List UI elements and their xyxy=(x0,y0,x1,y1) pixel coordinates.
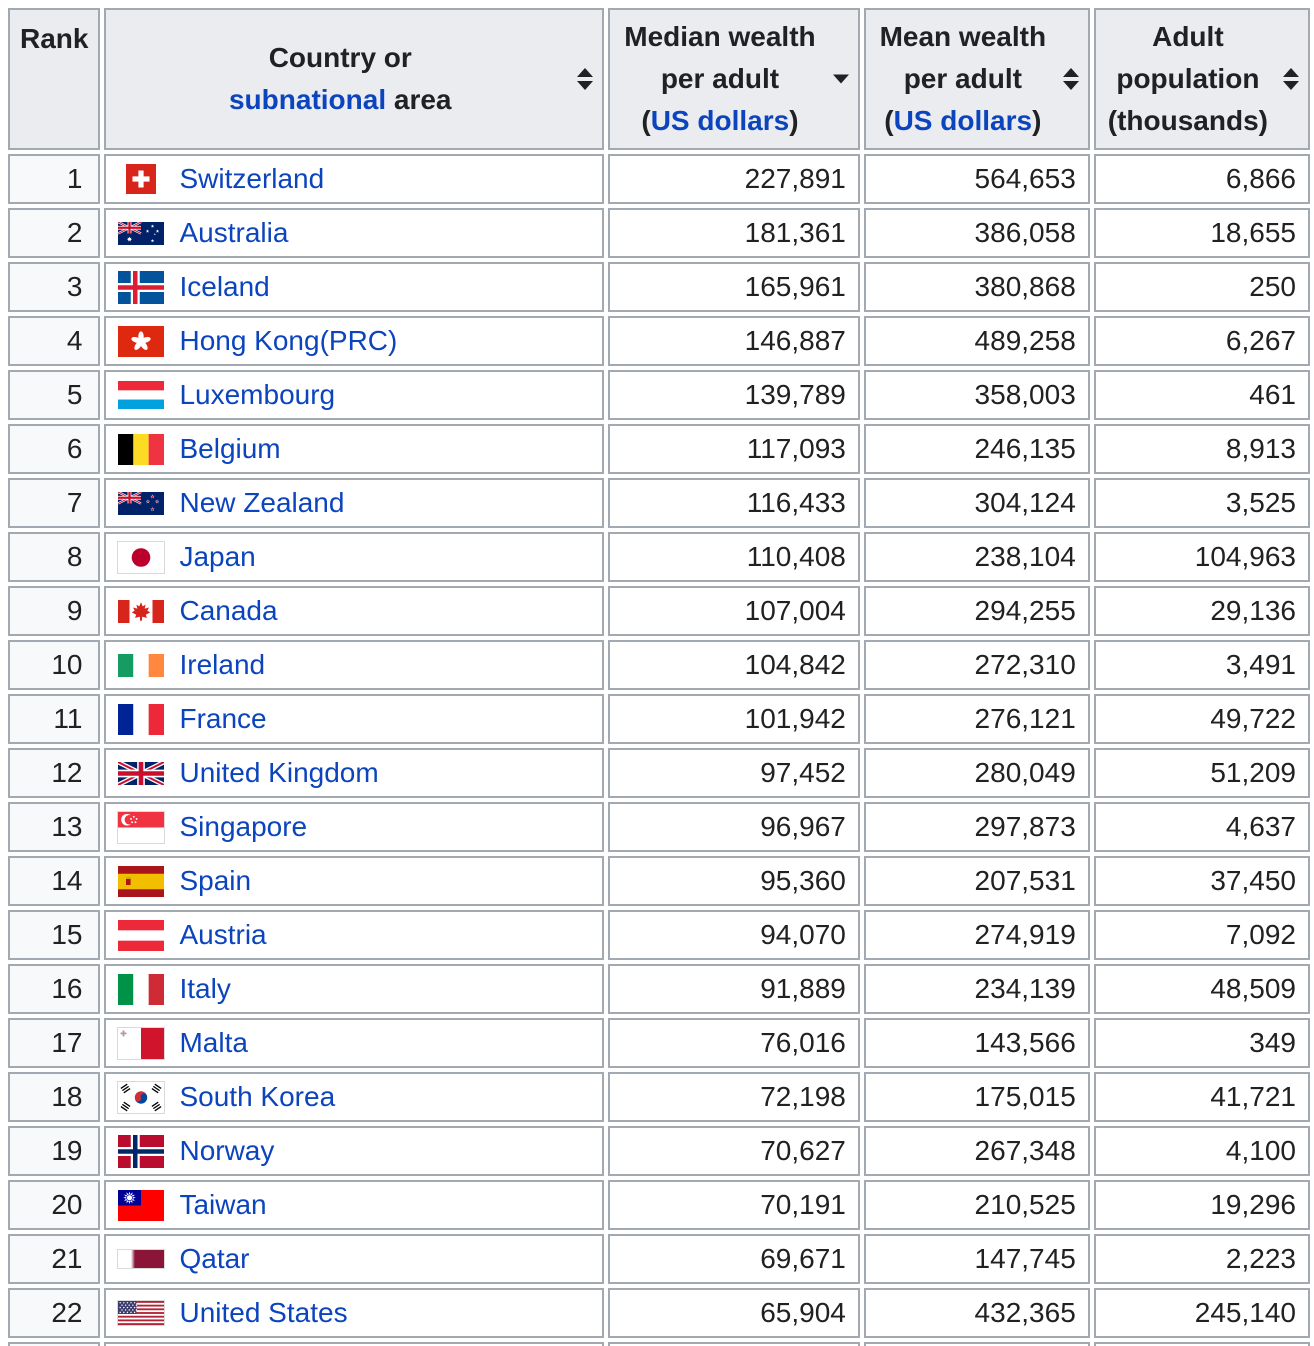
median-wealth-cell: 76,016 xyxy=(608,1018,860,1068)
table-row xyxy=(8,532,1310,582)
adult-population-cell: 3,491 xyxy=(1094,640,1310,690)
flag-icon-switzerland[interactable] xyxy=(118,162,164,196)
table-row xyxy=(8,586,1310,636)
mean-wealth-cell: 143,566 xyxy=(864,1018,1090,1068)
median-wealth-cell: 107,004 xyxy=(608,586,860,636)
rank-cell: 9 xyxy=(8,586,100,636)
country-link[interactable]: Belgium xyxy=(179,433,281,464)
country-link[interactable]: Canada xyxy=(179,595,278,626)
country-link[interactable]: Italy xyxy=(179,973,231,1004)
rank-cell: 19 xyxy=(8,1126,100,1176)
rank-cell: 21 xyxy=(8,1234,100,1284)
country-cell xyxy=(104,856,604,906)
country-link[interactable]: Malta xyxy=(179,1027,248,1058)
country-cell xyxy=(104,1072,604,1122)
flag-icon-south-korea[interactable] xyxy=(118,1080,164,1114)
adult-population-cell: 349 xyxy=(1094,1018,1310,1068)
table-row xyxy=(8,910,1310,960)
country-cell xyxy=(104,370,604,420)
country-cell xyxy=(104,586,604,636)
column-header-median-wealth[interactable]: Median wealth per adult (US dollars) xyxy=(608,8,860,150)
adult-population-cell: 6,267 xyxy=(1094,316,1310,366)
table-row xyxy=(8,748,1310,798)
adult-population-cell: 2,223 xyxy=(1094,1234,1310,1284)
flag-icon-malta[interactable] xyxy=(118,1026,164,1060)
table-row xyxy=(8,856,1310,906)
sort-both-icon xyxy=(1283,68,1299,90)
median-wealth-cell: 70,627 xyxy=(608,1126,860,1176)
table-row xyxy=(8,694,1310,744)
mean-wealth-cell: 267,348 xyxy=(864,1126,1090,1176)
adult-population-cell: 37,450 xyxy=(1094,856,1310,906)
rank-cell xyxy=(8,1342,100,1346)
country-link[interactable]: Switzerland xyxy=(179,163,325,194)
adult-population-cell: 41,721 xyxy=(1094,1072,1310,1122)
country-cell xyxy=(104,1234,604,1284)
column-header-adult-population[interactable] xyxy=(1094,8,1310,150)
rank-cell: 16 xyxy=(8,964,100,1014)
table-row xyxy=(8,802,1310,852)
flag-icon-ireland[interactable] xyxy=(118,648,164,682)
table-body xyxy=(8,154,1310,1346)
country-cell xyxy=(104,424,604,474)
table-row xyxy=(8,1126,1310,1176)
flag-icon-japan[interactable] xyxy=(118,540,164,574)
table-row xyxy=(8,1018,1310,1068)
mean-wealth-cell: 276,121 xyxy=(864,694,1090,744)
country-link[interactable]: Australia xyxy=(179,217,289,248)
flag-icon-australia[interactable] xyxy=(118,216,164,250)
country-link[interactable]: South Korea xyxy=(179,1081,336,1112)
country-link[interactable]: Hong Kong xyxy=(179,325,320,356)
table-row-partial xyxy=(8,1342,1310,1346)
adult-population-cell: 29,136 xyxy=(1094,586,1310,636)
country-suffix-link[interactable]: (PRC) xyxy=(319,325,398,356)
adult-population-cell: 4,100 xyxy=(1094,1126,1310,1176)
country-cell xyxy=(104,316,604,366)
table-row xyxy=(8,478,1310,528)
adult-population-cell: 18,655 xyxy=(1094,208,1310,258)
country-link[interactable]: Japan xyxy=(179,541,256,572)
sort-descending-icon xyxy=(833,75,849,84)
adult-population-cell: 250 xyxy=(1094,262,1310,312)
rank-cell: 7 xyxy=(8,478,100,528)
us-dollars-link-mean[interactable]: US dollars xyxy=(893,105,1033,136)
median-wealth-cell: 181,361 xyxy=(608,208,860,258)
country-link[interactable]: Singapore xyxy=(179,811,308,842)
adult-population-cell xyxy=(1094,1342,1310,1346)
mean-wealth-cell: 564,653 xyxy=(864,154,1090,204)
flag-icon-new-zealand[interactable] xyxy=(118,486,164,520)
country-cell xyxy=(104,532,604,582)
flag-icon-france[interactable] xyxy=(118,702,164,736)
rank-cell: 11 xyxy=(8,694,100,744)
adult-header-line1: Adult xyxy=(1152,21,1224,52)
country-link[interactable]: United Kingdom xyxy=(179,757,379,788)
country-cell xyxy=(104,802,604,852)
adult-population-cell: 4,637 xyxy=(1094,802,1310,852)
country-cell xyxy=(104,964,604,1014)
mean-wealth-cell: 147,745 xyxy=(864,1234,1090,1284)
mean-wealth-cell: 272,310 xyxy=(864,640,1090,690)
adult-population-cell: 8,913 xyxy=(1094,424,1310,474)
median-header-line2: per adult xyxy=(660,63,780,94)
adult-population-cell: 51,209 xyxy=(1094,748,1310,798)
country-cell xyxy=(104,1180,604,1230)
adult-header-line2: population xyxy=(1116,63,1260,94)
adult-population-cell: 6,866 xyxy=(1094,154,1310,204)
adult-population-cell: 7,092 xyxy=(1094,910,1310,960)
flag-icon-norway[interactable] xyxy=(118,1134,164,1168)
flag-icon-canada[interactable] xyxy=(118,594,164,628)
country-cell xyxy=(104,154,604,204)
adult-population-cell: 461 xyxy=(1094,370,1310,420)
mean-wealth-cell xyxy=(864,1342,1090,1346)
flag-icon-qatar[interactable] xyxy=(118,1242,164,1276)
mean-wealth-cell: 274,919 xyxy=(864,910,1090,960)
country-link[interactable]: Luxembourg xyxy=(179,379,336,410)
country-link[interactable]: Austria xyxy=(179,919,267,950)
flag-icon-hong-kong[interactable] xyxy=(118,324,164,358)
rank-cell: 22 xyxy=(8,1288,100,1338)
sort-both-icon xyxy=(1063,68,1079,90)
rank-cell: 17 xyxy=(8,1018,100,1068)
median-wealth-cell: 69,671 xyxy=(608,1234,860,1284)
flag-icon-belgium[interactable] xyxy=(118,432,164,466)
table-row xyxy=(8,1234,1310,1284)
median-wealth-cell: 104,842 xyxy=(608,640,860,690)
mean-wealth-cell: 280,049 xyxy=(864,748,1090,798)
rank-cell: 12 xyxy=(8,748,100,798)
rank-cell: 8 xyxy=(8,532,100,582)
mean-wealth-cell: 207,531 xyxy=(864,856,1090,906)
us-dollars-link-median[interactable]: US dollars xyxy=(650,105,790,136)
median-wealth-cell: 65,904 xyxy=(608,1288,860,1338)
country-link[interactable]: Spain xyxy=(179,865,252,896)
table-row xyxy=(8,208,1310,258)
mean-wealth-cell: 304,124 xyxy=(864,478,1090,528)
country-link[interactable]: Iceland xyxy=(179,271,270,302)
table-row xyxy=(8,424,1310,474)
country-cell xyxy=(104,1288,604,1338)
table-row xyxy=(8,1180,1310,1230)
mean-wealth-cell: 358,003 xyxy=(864,370,1090,420)
median-wealth-cell: 96,967 xyxy=(608,802,860,852)
flag-icon-luxembourg[interactable] xyxy=(118,378,164,412)
median-wealth-cell xyxy=(608,1342,860,1346)
country-link[interactable]: Ireland xyxy=(179,649,266,680)
country-cell xyxy=(104,748,604,798)
median-wealth-cell: 101,942 xyxy=(608,694,860,744)
sort-both-icon xyxy=(577,68,593,90)
table-row xyxy=(8,1288,1310,1338)
median-wealth-cell: 72,198 xyxy=(608,1072,860,1122)
column-header-rank xyxy=(8,8,100,150)
adult-header-line3: (thousands) xyxy=(1107,105,1268,136)
rank-cell: 5 xyxy=(8,370,100,420)
median-wealth-cell: 95,360 xyxy=(608,856,860,906)
flag-icon-austria[interactable] xyxy=(118,918,164,952)
median-wealth-cell: 91,889 xyxy=(608,964,860,1014)
mean-wealth-cell: 386,058 xyxy=(864,208,1090,258)
rank-cell: 1 xyxy=(8,154,100,204)
table-row xyxy=(8,316,1310,366)
flag-icon-italy[interactable] xyxy=(118,972,164,1006)
median-header-line1: Median wealth xyxy=(624,21,816,52)
median-wealth-cell: 97,452 xyxy=(608,748,860,798)
country-cell xyxy=(104,1018,604,1068)
table-row xyxy=(8,154,1310,204)
rank-cell: 14 xyxy=(8,856,100,906)
table-row xyxy=(8,262,1310,312)
median-wealth-cell: 116,433 xyxy=(608,478,860,528)
adult-population-cell: 19,296 xyxy=(1094,1180,1310,1230)
median-wealth-cell: 94,070 xyxy=(608,910,860,960)
column-header-country[interactable] xyxy=(104,8,604,150)
rank-cell: 15 xyxy=(8,910,100,960)
rank-cell: 6 xyxy=(8,424,100,474)
country-cell xyxy=(104,262,604,312)
adult-population-cell: 49,722 xyxy=(1094,694,1310,744)
table-row xyxy=(8,640,1310,690)
rank-cell: 2 xyxy=(8,208,100,258)
country-cell xyxy=(104,694,604,744)
flag-icon-spain[interactable] xyxy=(118,864,164,898)
header-row xyxy=(8,8,1310,150)
rank-cell: 13 xyxy=(8,802,100,852)
country-header-label-line1: Country or xyxy=(268,42,412,73)
median-wealth-cell: 70,191 xyxy=(608,1180,860,1230)
median-wealth-cell: 110,408 xyxy=(608,532,860,582)
wealth-table xyxy=(4,4,1314,1346)
rank-cell: 20 xyxy=(8,1180,100,1230)
rank-cell: 18 xyxy=(8,1072,100,1122)
country-link[interactable]: Norway xyxy=(179,1135,275,1166)
country-cell xyxy=(104,208,604,258)
mean-wealth-cell: 489,258 xyxy=(864,316,1090,366)
country-cell xyxy=(104,1126,604,1176)
column-header-mean-wealth[interactable]: Mean wealth per adult (US dollars) xyxy=(864,8,1090,150)
mean-header-line1: Mean wealth xyxy=(879,21,1047,52)
mean-wealth-cell: 432,365 xyxy=(864,1288,1090,1338)
mean-wealth-cell: 175,015 xyxy=(864,1072,1090,1122)
country-header-label-line2: area xyxy=(386,84,452,115)
country-link[interactable]: France xyxy=(179,703,267,734)
mean-wealth-cell: 234,139 xyxy=(864,964,1090,1014)
table-row xyxy=(8,1072,1310,1122)
mean-header-line2: per adult xyxy=(903,63,1022,94)
table-row xyxy=(8,964,1310,1014)
flag-icon-united-kingdom[interactable] xyxy=(118,756,164,790)
median-wealth-cell: 146,887 xyxy=(608,316,860,366)
median-wealth-cell: 227,891 xyxy=(608,154,860,204)
median-wealth-cell: 139,789 xyxy=(608,370,860,420)
country-link[interactable]: Taiwan xyxy=(179,1189,267,1220)
mean-wealth-cell: 297,873 xyxy=(864,802,1090,852)
rank-cell: 4 xyxy=(8,316,100,366)
flag-icon-taiwan[interactable] xyxy=(118,1188,164,1222)
subnational-link[interactable]: subnational xyxy=(228,84,387,115)
rank-cell: 3 xyxy=(8,262,100,312)
mean-wealth-cell: 238,104 xyxy=(864,532,1090,582)
mean-wealth-cell: 246,135 xyxy=(864,424,1090,474)
median-wealth-cell: 117,093 xyxy=(608,424,860,474)
country-cell xyxy=(104,1342,604,1346)
adult-population-cell: 48,509 xyxy=(1094,964,1310,1014)
country-cell xyxy=(104,640,604,690)
rank-cell: 10 xyxy=(8,640,100,690)
median-wealth-cell: 165,961 xyxy=(608,262,860,312)
adult-population-cell: 245,140 xyxy=(1094,1288,1310,1338)
country-link[interactable]: New Zealand xyxy=(179,487,345,518)
flag-icon-united-states[interactable] xyxy=(118,1296,164,1330)
rank-header-label: Rank xyxy=(20,23,89,54)
mean-wealth-cell: 294,255 xyxy=(864,586,1090,636)
adult-population-cell: 3,525 xyxy=(1094,478,1310,528)
adult-population-cell: 104,963 xyxy=(1094,532,1310,582)
mean-wealth-cell: 380,868 xyxy=(864,262,1090,312)
table-row xyxy=(8,370,1310,420)
country-cell xyxy=(104,910,604,960)
country-cell xyxy=(104,478,604,528)
flag-icon-singapore[interactable] xyxy=(118,810,164,844)
country-link[interactable]: United States xyxy=(179,1297,348,1328)
flag-icon-iceland[interactable] xyxy=(118,270,164,304)
country-link[interactable]: Qatar xyxy=(179,1243,250,1274)
mean-wealth-cell: 210,525 xyxy=(864,1180,1090,1230)
